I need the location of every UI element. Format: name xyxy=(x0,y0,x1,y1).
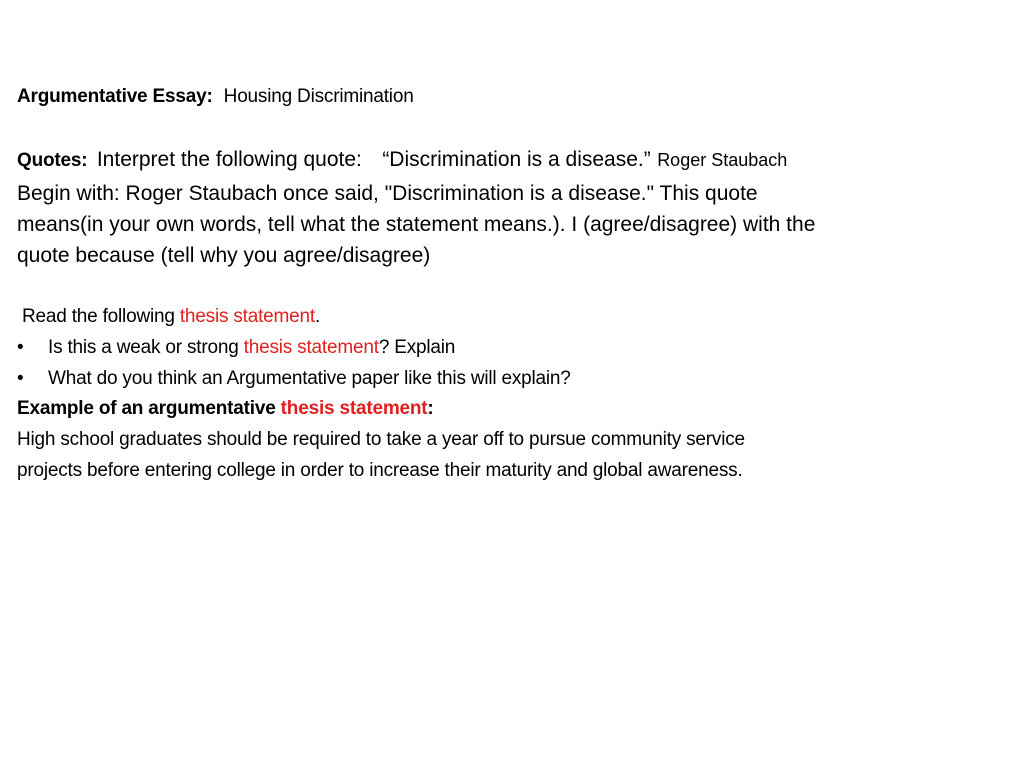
example-heading xyxy=(17,398,434,420)
example-thesis-line-2: projects before entering college in order to increase their maturity and global awareness. xyxy=(17,460,743,481)
read-suffix: . xyxy=(314,306,321,327)
bullet-icon: • xyxy=(17,368,24,389)
read-instruction xyxy=(22,306,320,328)
begin-with-line-1: Begin with: Roger Staubach once said, "Discrimination is a disease." This quote xyxy=(17,182,758,205)
bullet-1-suffix: ? Explain xyxy=(378,337,456,358)
bullet-icon: • xyxy=(17,337,24,358)
quotes-label: Quotes: xyxy=(17,150,88,171)
slide-title xyxy=(17,86,414,108)
bullet-item-2 xyxy=(17,368,571,390)
quote-author: Roger Staubach xyxy=(657,150,788,170)
title-topic: Housing Discrimination xyxy=(223,86,414,107)
title-label: Argumentative Essay: xyxy=(17,86,213,107)
bullet-1-prefix: Is this a weak or strong xyxy=(48,337,239,358)
read-highlight: thesis statement xyxy=(179,306,315,327)
quotes-prompt: Interpret the following quote: xyxy=(96,148,362,171)
example-prefix: Example of an argumentative xyxy=(17,398,276,419)
bullet-item-1 xyxy=(17,337,455,359)
begin-with-line-3: quote because (tell why you agree/disagree) xyxy=(17,244,431,267)
begin-with-line-2: means(in your own words, tell what the statement means.). I (agree/disagree) with the xyxy=(17,213,816,236)
example-thesis-line-1: High school graduates should be required to take a year off to pursue community service xyxy=(17,429,745,450)
bullet-2-text: What do you think an Argumentative paper like this will explain? xyxy=(48,368,571,389)
read-prefix: Read the following xyxy=(22,306,175,327)
example-highlight: thesis statement xyxy=(280,398,428,419)
bullet-1-highlight: thesis statement xyxy=(243,337,379,358)
example-suffix: : xyxy=(427,398,434,419)
quote-text: “Discrimination is a disease.” xyxy=(382,148,651,171)
quotes-line xyxy=(17,148,787,172)
